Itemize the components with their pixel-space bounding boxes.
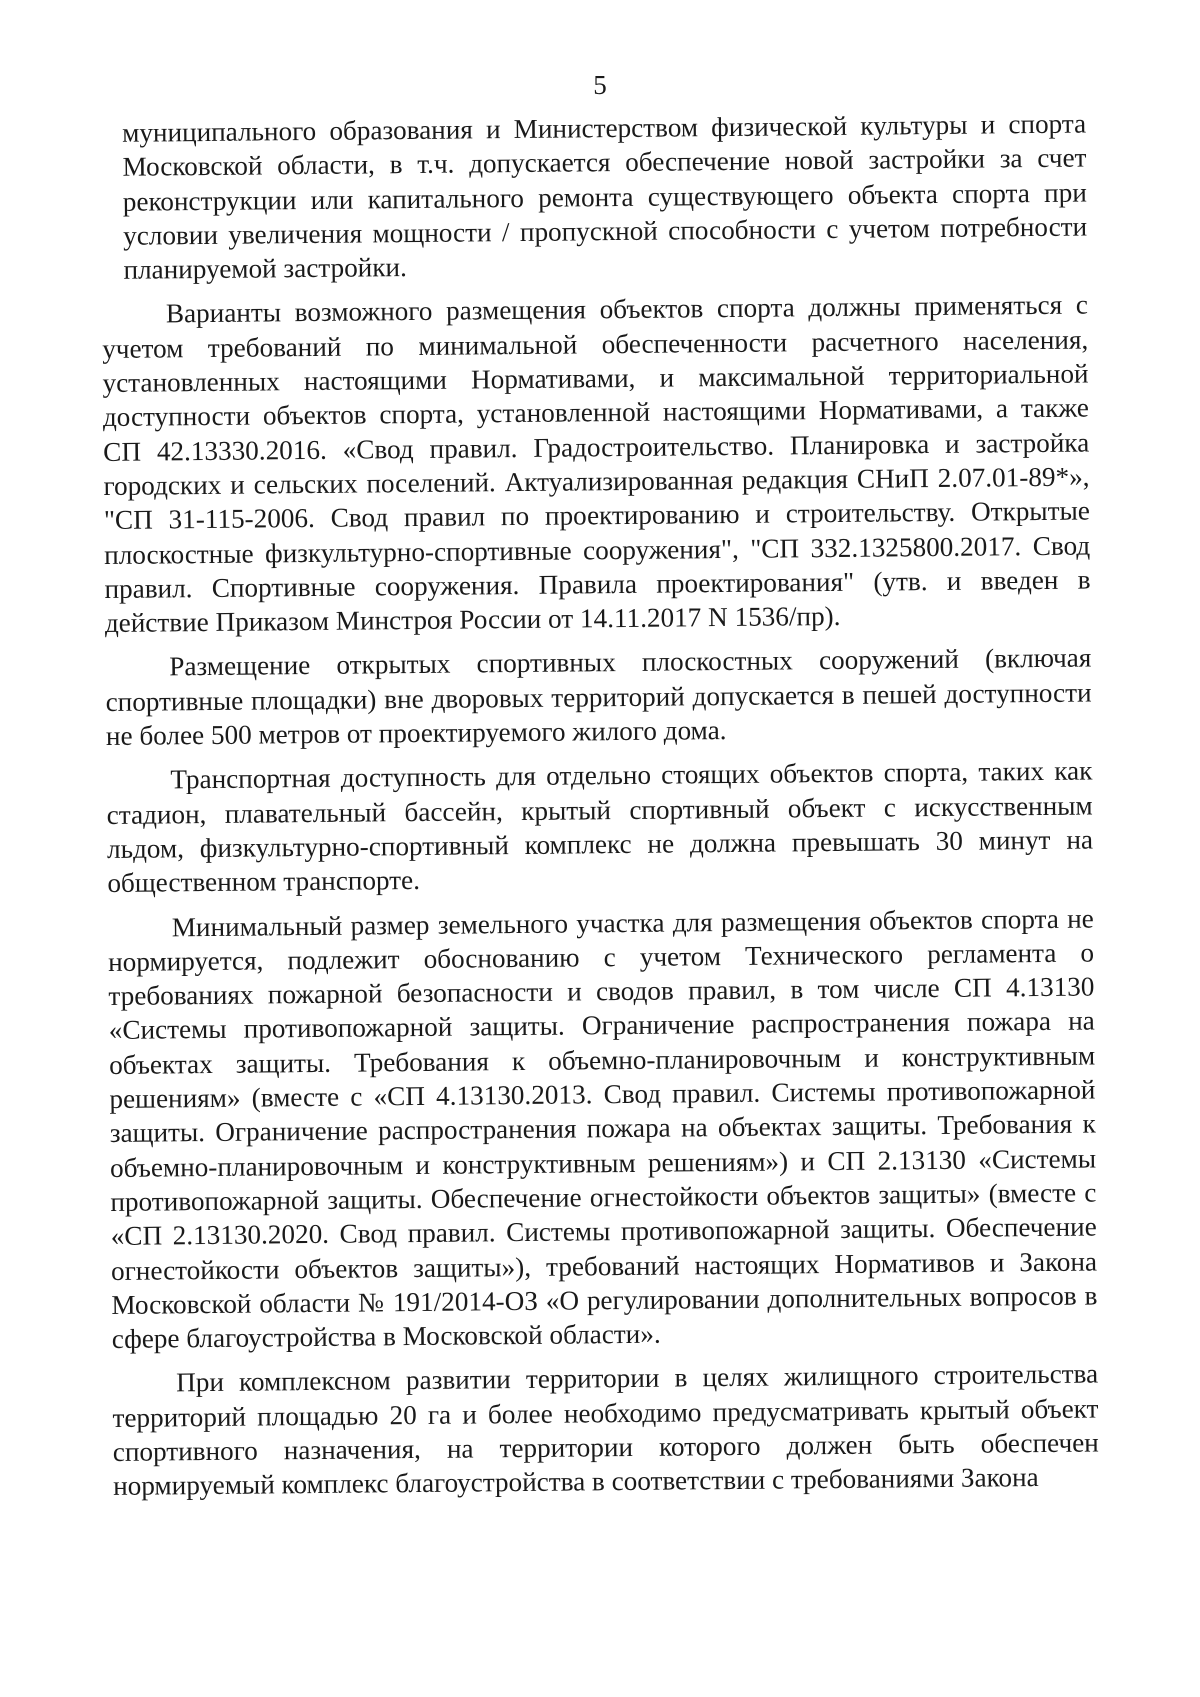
paragraph-complex-development: При комплексном развитии территории в целях жилищного строительства территорий площадью 20 га и более необходимо предусматривать крытый объект спортивного назначения, на территории которого должен быть обеспечен нормируемый комплекс благоустройства в соответствии с требованиями Закона bbox=[112, 1358, 1099, 1502]
document-body bbox=[100, 107, 1099, 1514]
paragraph-sport-placement-options: Варианты возможного размещения объектов спорта должны применяться с учетом требований по минимальной обеспеченности расчетного населения, установленных настоящими Нормативами, и максимальной территориальной доступности объектов спорта, установленной настоящими Нормативами, а также СП 42.13330.2016. «Свод правил. Градостроительство. Планировка и застройка городских и сельских поселений. Актуализированная редакция СНиП 2.07.01-89*», "СП 31-115-2006. Свод правил по проектированию и строительству. Открытые плоскостные физкультурно-спортивные сооружения", "СП 332.1325800.2017. Свод правил. Спортивные сооружения. Правила проектирования" (утв. и введен в действие Приказом Минстроя России от 14.11.2017 N 1536/пр). bbox=[102, 290, 1091, 639]
page-number: 5 bbox=[593, 70, 607, 100]
paragraph-continuation: муниципального образования и Министерством физической культуры и спорта Московской области, в т.ч. допускается обеспечение новой застройки за счет реконструкции или капитального ремонта существующего объекта спорта при условии увеличения мощности / пропускной способности с учетом потребности планируемой застройки. bbox=[122, 108, 1088, 285]
paragraph-open-sport-facilities: Размещение открытых спортивных плоскостных сооружений (включая спортивные площадки) вне дворовых территорий допускается в пешей доступности не более 500 метров от проектируемого жилого дома. bbox=[105, 642, 1092, 752]
paragraph-transport-accessibility: Транспортная доступность для отдельно стоящих объектов спорта, таких как стадион, плавательный бассейн, крытый спортивный объект с искусственным льдом, физкультурно-спортивный комплекс не должна превышать 30 минут на общественном транспорте. bbox=[106, 755, 1094, 899]
paragraph-land-plot-size: Минимальный размер земельного участка для размещения объектов спорта не нормируется, подлежит обоснованию с учетом Технического регламента о требованиях пожарной безопасности и сводов правил, в том числе СП 4.13130 «Системы противопожарной защиты. Ограничение распространения пожара на объектах защиты. Требования к объемно-планировочным и конструктивным решениям» (вместе с «СП 4.13130.2013. Свод правил. Системы противопожарной защиты. Ограничение распространения пожара на объектах защиты. Требования к объемно-планировочным и конструктивным решениям») и СП 2.13130 «Системы противопожарной защиты. Обеспечение огнестойкости объектов защиты» (вместе с «СП 2.13130.2020. Свод правил. Системы противопожарной защиты. Обеспечение огнестойкости объектов защиты»), требований настоящих Нормативов и Закона Московской области № 191/2014-ОЗ «О регулировании дополнительных вопросов в сфере благоустройства в Московской области». bbox=[107, 903, 1098, 1355]
